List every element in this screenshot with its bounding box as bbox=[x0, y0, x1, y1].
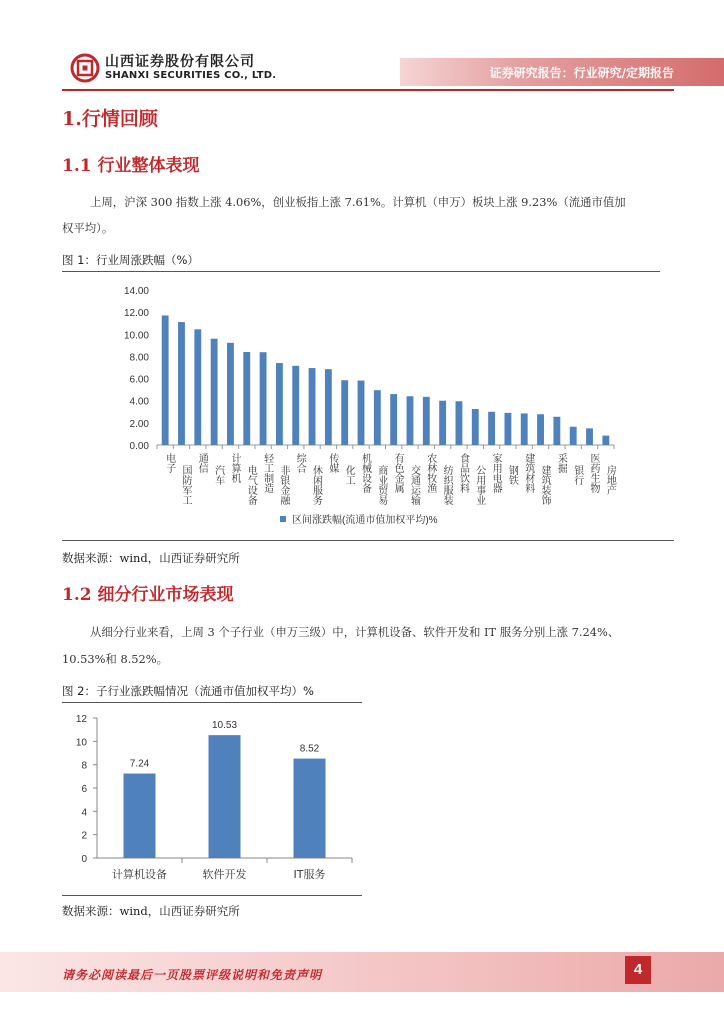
bar bbox=[439, 401, 446, 445]
x-category-label: 有色金属 bbox=[392, 453, 404, 493]
bar bbox=[521, 413, 528, 445]
x-category-label: 非银金融 bbox=[277, 465, 289, 505]
bar bbox=[209, 735, 241, 858]
x-category-label: 房地产 bbox=[604, 465, 616, 495]
x-category-label: 商业贸易 bbox=[375, 465, 387, 505]
x-category-label: 国防军工 bbox=[179, 465, 191, 505]
x-category-label: 家用电器 bbox=[490, 453, 502, 493]
paragraph-line: 上周，沪深 300 指数上涨 4.06%，创业板指上涨 7.61%。计算机（申万）板块上涨 9.23%（流通市值加 bbox=[90, 195, 626, 209]
y-tick-label: 10 bbox=[75, 737, 87, 749]
company-logo-icon bbox=[70, 53, 100, 83]
y-tick-label: 4.00 bbox=[129, 396, 149, 408]
bar bbox=[178, 322, 185, 445]
bar bbox=[292, 366, 299, 445]
y-tick-label: 6.00 bbox=[129, 374, 149, 386]
y-tick-label: 0 bbox=[81, 854, 87, 865]
bar bbox=[211, 339, 218, 445]
data-label: 8.52 bbox=[299, 743, 320, 755]
paragraph-line: 10.53%和 8.52%。 bbox=[62, 652, 169, 666]
bar bbox=[194, 329, 201, 445]
bar bbox=[309, 368, 316, 445]
x-category-label: 公用事业 bbox=[473, 465, 485, 505]
data-label: 10.53 bbox=[211, 720, 238, 732]
x-category-label: IT服务 bbox=[293, 868, 326, 881]
x-category-label: 综合 bbox=[294, 453, 306, 473]
x-category-label: 建筑装饰 bbox=[539, 465, 551, 505]
y-tick-label: 12 bbox=[75, 714, 87, 725]
bar bbox=[227, 343, 234, 445]
bar bbox=[504, 413, 511, 445]
y-tick-label: 8.00 bbox=[129, 352, 149, 364]
paragraph-line: 权平均）。 bbox=[62, 221, 114, 235]
bar bbox=[325, 369, 332, 445]
data-source-note: 数据来源：wind，山西证券研究所 bbox=[62, 904, 240, 918]
bar bbox=[162, 315, 169, 445]
bar bbox=[243, 352, 250, 445]
y-tick-label: 6 bbox=[81, 784, 87, 795]
x-category-label: 计算机设备 bbox=[112, 868, 167, 881]
x-category-label: 汽车 bbox=[212, 465, 224, 485]
x-category-label: 机械设备 bbox=[359, 453, 371, 493]
bar bbox=[423, 397, 430, 445]
bar bbox=[341, 380, 348, 445]
bar bbox=[472, 409, 479, 445]
legend-label: 区间涨跌幅(流通市值加权平均)% bbox=[292, 515, 438, 526]
x-category-label: 交通运输 bbox=[408, 465, 420, 505]
bar bbox=[407, 396, 414, 445]
x-category-label: 采掘 bbox=[555, 453, 567, 473]
section-title-sub-industry: 1.2 细分行业市场表现 bbox=[62, 585, 234, 605]
y-tick-label: 0.00 bbox=[129, 441, 149, 452]
bar bbox=[602, 436, 609, 445]
x-category-label: 软件开发 bbox=[202, 868, 247, 881]
section-title-market-review: 1.行情回顾 bbox=[62, 108, 158, 130]
bar bbox=[260, 352, 267, 445]
bar bbox=[374, 390, 381, 445]
x-category-label: 化工 bbox=[343, 465, 355, 485]
figure-top-rule bbox=[62, 702, 362, 703]
x-category-label: 纺织服装 bbox=[441, 465, 453, 505]
bar bbox=[586, 428, 593, 445]
figure-top-rule bbox=[62, 271, 660, 272]
x-category-label: 钢铁 bbox=[506, 465, 518, 485]
x-category-label: 银行 bbox=[571, 465, 583, 485]
y-tick-label: 12.00 bbox=[123, 308, 149, 320]
section-title-industry-performance: 1.1 行业整体表现 bbox=[62, 156, 200, 176]
figure-bottom-rule bbox=[62, 540, 674, 541]
report-type-label: 证券研究报告：行业研究/定期报告 bbox=[489, 66, 674, 80]
bar bbox=[488, 412, 495, 445]
bar bbox=[553, 417, 560, 445]
x-category-label: 电子 bbox=[163, 453, 175, 473]
x-category-label: 通信 bbox=[196, 453, 208, 473]
x-category-label: 轻工制造 bbox=[261, 453, 273, 493]
x-category-label: 建筑材料 bbox=[522, 453, 534, 493]
bar bbox=[124, 774, 156, 858]
bar bbox=[570, 427, 577, 445]
x-category-label: 农林牧渔 bbox=[424, 453, 436, 493]
bar bbox=[537, 414, 544, 445]
page-number: 4 bbox=[625, 956, 651, 984]
header-divider bbox=[62, 89, 674, 91]
company-name-cn: 山西证券股份有限公司 bbox=[105, 54, 255, 70]
footer-disclaimer: 请务必阅读最后一页股票评级说明和免责声明 bbox=[62, 968, 323, 982]
bar bbox=[358, 381, 365, 445]
y-tick-label: 14.00 bbox=[123, 286, 149, 297]
company-name-en: SHANXI SECURITIES CO., LTD. bbox=[105, 70, 277, 81]
data-label: 7.24 bbox=[129, 758, 150, 770]
paragraph-line: 从细分行业来看，上周 3 个子行业（申万三级）中，计算机设备、软件开发和 IT 服务分别上涨 7.24%、 bbox=[90, 625, 620, 639]
industry-weekly-change-chart bbox=[62, 275, 674, 537]
y-tick-label: 4 bbox=[81, 807, 87, 819]
x-category-label: 休闲服务 bbox=[310, 465, 322, 505]
y-tick-label: 2 bbox=[81, 830, 87, 842]
bar bbox=[456, 401, 463, 445]
sub-industry-change-chart bbox=[62, 706, 362, 892]
x-category-label: 计算机 bbox=[228, 453, 240, 483]
x-category-label: 医药生物 bbox=[588, 453, 600, 493]
y-tick-label: 10.00 bbox=[123, 330, 149, 342]
figure-bottom-rule bbox=[62, 895, 362, 896]
y-tick-label: 8 bbox=[81, 760, 87, 772]
legend-swatch bbox=[280, 516, 286, 522]
x-category-label: 电气设备 bbox=[245, 465, 257, 505]
x-category-label: 食品饮料 bbox=[457, 453, 469, 493]
bar bbox=[390, 394, 397, 445]
x-category-label: 传媒 bbox=[326, 453, 338, 473]
figure-caption: 图 2：子行业涨跌幅情况（流通市值加权平均）% bbox=[62, 684, 314, 698]
y-tick-label: 2.00 bbox=[129, 418, 149, 430]
figure-caption: 图 1：行业周涨跌幅（%） bbox=[62, 253, 199, 267]
data-source-note: 数据来源：wind，山西证券研究所 bbox=[62, 551, 240, 565]
bar bbox=[294, 759, 326, 858]
bar bbox=[276, 363, 283, 445]
